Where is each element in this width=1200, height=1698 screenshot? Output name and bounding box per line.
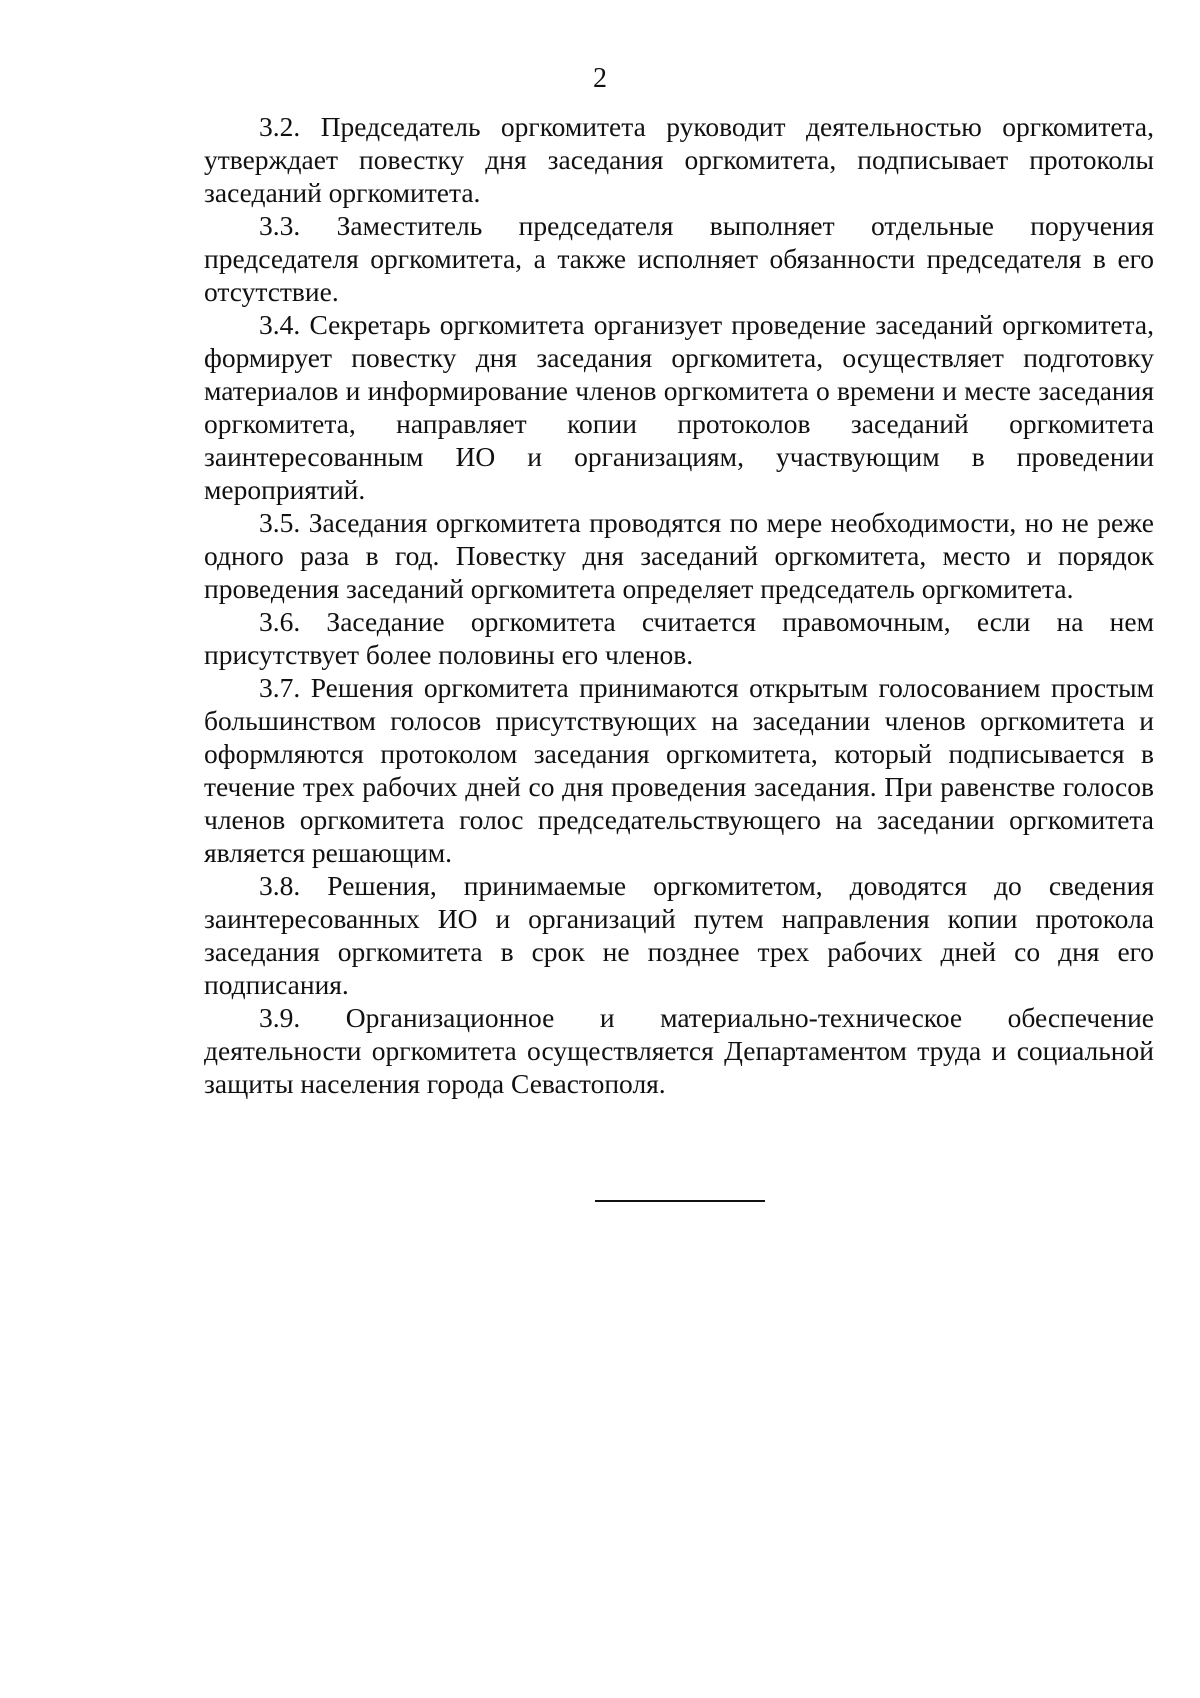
paragraph-3-9: 3.9. Организационное и материально-техническое обеспечение деятельности оргкомитета осуществляется Департаментом труда и социальной защиты населения города Севастополя. bbox=[204, 1002, 1154, 1099]
end-of-document-rule bbox=[595, 1200, 765, 1202]
paragraph-3-7: 3.7. Решения оргкомитета принимаются открытым голосованием простым большинством голосов присутствующих на заседании членов оргкомитета и оформляются протоколом заседания оргкомитета, который подписывается в течение трех рабочих дней со дня проведения заседания. При равенстве голосов членов оргкомитета голос председательствующего на заседании оргкомитета является решающим. bbox=[204, 672, 1154, 868]
paragraph-3-8: 3.8. Решения, принимаемые оргкомитетом, доводятся до сведения заинтересованных ИО и организаций путем направления копии протокола заседания оргкомитета в срок не позднее трех рабочих дней со дня его подписания. bbox=[204, 870, 1154, 1000]
page-number: 2 bbox=[593, 63, 607, 94]
document-body bbox=[204, 110, 1154, 1100]
paragraph-3-5: 3.5. Заседания оргкомитета проводятся по мере необходимости, но не реже одного раза в год. Повестку дня заседаний оргкомитета, место и порядок проведения заседаний оргкомитета определяет председатель оргкомитета. bbox=[204, 507, 1154, 604]
paragraph-3-6: 3.6. Заседание оргкомитета считается правомочным, если на нем присутствует более половины его членов. bbox=[204, 606, 1154, 670]
paragraph-3-2: 3.2. Председатель оргкомитета руководит деятельностью оргкомитета, утверждает повестку дня заседания оргкомитета, подписывает протоколы заседаний оргкомитета. bbox=[204, 111, 1154, 208]
paragraph-3-4: 3.4. Секретарь оргкомитета организует проведение заседаний оргкомитета, формирует повестку дня заседания оргкомитета, осуществляет подготовку материалов и информирование членов оргкомитета о времени и месте заседания оргкомитета, направляет копии протоколов заседаний оргкомитета заинтересованным ИО и организациям, участвующим в проведении мероприятий. bbox=[204, 309, 1154, 505]
paragraph-3-3: 3.3. Заместитель председателя выполняет отдельные поручения председателя оргкомитета, а также исполняет обязанности председателя в его отсутствие. bbox=[204, 210, 1154, 307]
